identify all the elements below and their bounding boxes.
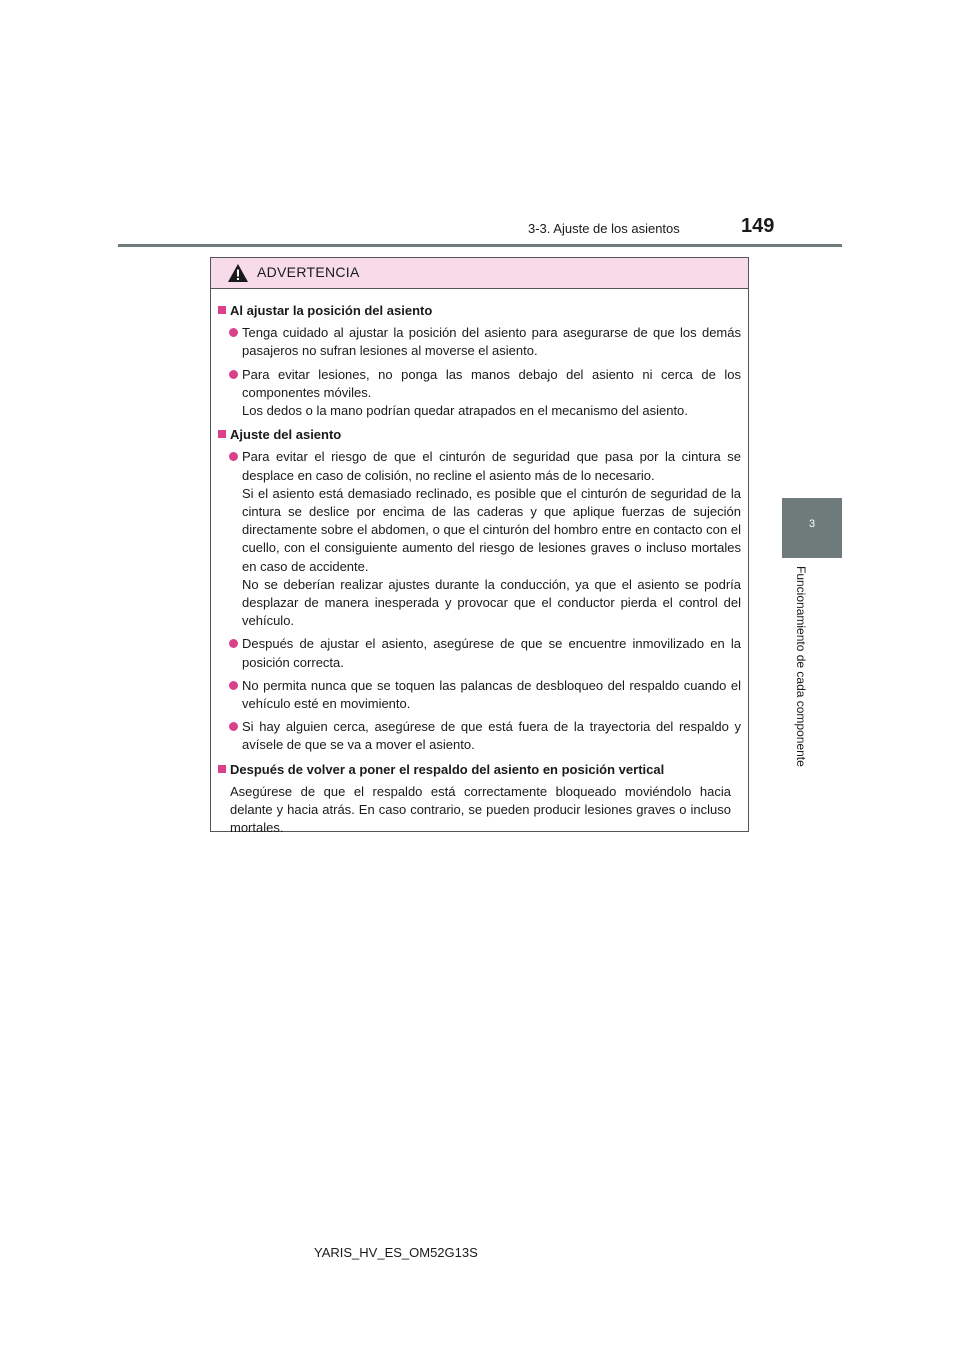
round-bullet — [229, 722, 238, 731]
header-rule — [118, 244, 842, 247]
square-bullet — [218, 765, 226, 773]
item-text: Después de ajustar el asiento, asegúrese de que se encuentre inmovilizado en la posición correcta. — [242, 636, 741, 670]
list-item — [218, 718, 741, 754]
warning-triangle-icon — [227, 263, 249, 283]
round-bullet — [229, 370, 238, 379]
section-paragraph: Asegúrese de que el respaldo está correctamente bloqueado moviéndolo hacia delante y hacia atrás. En caso contrario, se pueden producir lesiones graves o incluso mortales. — [230, 783, 731, 836]
round-bullet — [229, 452, 238, 461]
item-text: Tenga cuidado al ajustar la posición del asiento para asegurarse de que los demás pasajeros no sufran lesiones al moverse el asiento. — [242, 325, 741, 359]
document-code: YARIS_HV_ES_OM52G13S — [314, 1245, 478, 1260]
section-heading-text: Ajuste del asiento — [230, 427, 342, 443]
square-bullet — [218, 306, 226, 314]
list-item — [218, 635, 741, 671]
item-text: Si hay alguien cerca, asegúrese de que está fuera de la trayectoria del respaldo y avísele de que se va a mover el asiento. — [242, 719, 741, 753]
chapter-title: Funcionamiento de cada componente — [794, 566, 808, 767]
round-bullet — [229, 639, 238, 648]
section-heading — [218, 302, 741, 320]
item-text: No se deberían realizar ajustes durante la conducción, ya que el asiento se podría desplazar de manera inesperada y provocar que el conductor pierda el control del vehículo. — [242, 576, 741, 629]
chapter-number: 3 — [808, 518, 816, 530]
warning-body — [211, 289, 748, 837]
warning-section — [218, 302, 741, 420]
section-heading — [218, 761, 741, 779]
section-heading-text: Después de volver a poner el respaldo del asiento en posición vertical — [230, 761, 665, 777]
item-text: Los dedos o la mano podrían quedar atrapados en el mecanismo del asiento. — [242, 403, 688, 419]
list-item — [218, 677, 741, 713]
item-text: Para evitar el riesgo de que el cinturón de seguridad que pasa por la cintura se desplace en caso de colisión, no recline el asiento más de lo necesario. — [242, 449, 741, 483]
round-bullet — [229, 681, 238, 690]
warning-section — [218, 761, 741, 838]
item-text: Si el asiento está demasiado reclinado, es posible que el cinturón de seguridad de la cintura se deslice por encima de las caderas y que aplique fuerzas de sujeción directamente sobre el abdomen, o que el cinturón del hombro entre en contacto con el cuello, con el consiguiente aumento del riesgo de lesiones graves o incluso mortales en caso de accidente. — [242, 485, 741, 574]
warning-header — [211, 258, 748, 289]
section-heading-text: Al ajustar la posición del asiento — [230, 303, 433, 318]
warning-section — [218, 426, 741, 754]
chapter-tab — [782, 498, 842, 558]
square-bullet — [218, 430, 226, 438]
item-text: Para evitar lesiones, no ponga las manos debajo del asiento ni cerca de los componentes móviles. — [242, 366, 741, 400]
warning-box — [210, 257, 749, 836]
item-text: No permita nunca que se toquen las palancas de desbloqueo del respaldo cuando el vehículo esté en movimiento. — [242, 677, 741, 712]
header-section-title: 3-3. Ajuste de los asientos — [528, 221, 680, 236]
list-item — [218, 366, 741, 421]
list-item — [218, 448, 741, 630]
round-bullet — [229, 328, 238, 337]
warning-title: ADVERTENCIA — [257, 264, 360, 280]
page-number: 149 — [741, 215, 775, 237]
section-heading — [218, 426, 741, 444]
list-item — [218, 324, 741, 360]
